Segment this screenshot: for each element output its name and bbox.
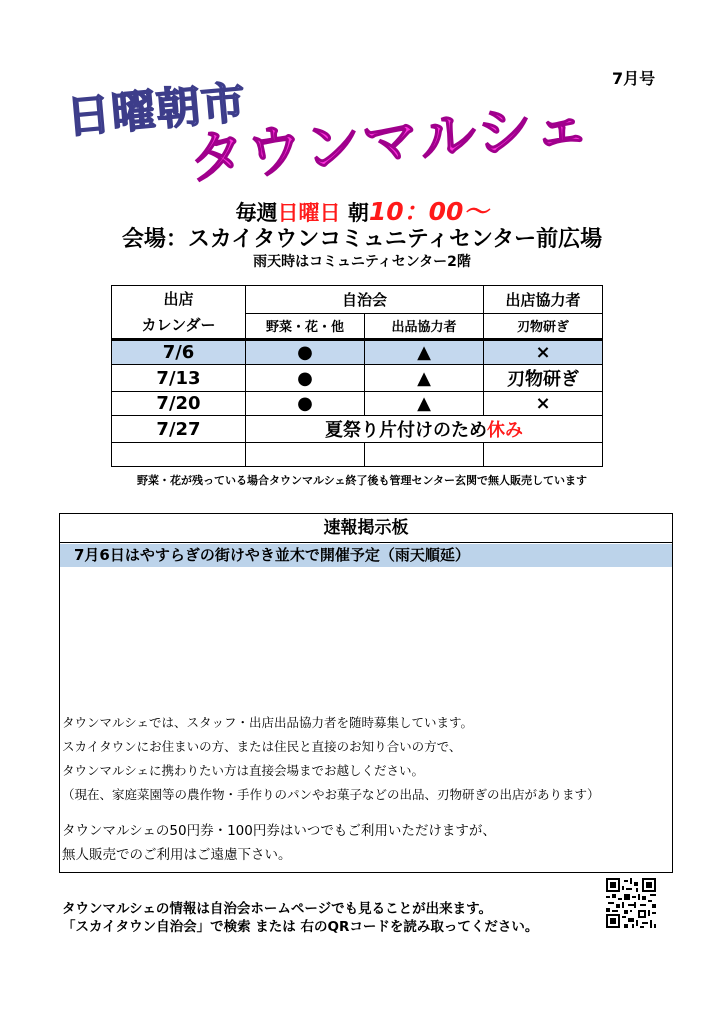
schedule-time: 10：00～: [368, 197, 489, 226]
holiday-cell: [246, 416, 603, 443]
holiday-text: 夏祭り片付けのため: [325, 420, 487, 441]
schedule-prefix: 毎週: [235, 201, 278, 225]
empty-cell: [112, 443, 246, 467]
title-town-marche: タウンマルシェ: [186, 92, 594, 193]
bulletin-board: [59, 513, 673, 873]
board-ticket-text: [62, 819, 496, 867]
calendar-table: [111, 285, 603, 467]
board-highlight: 7月6日はやすらぎの街けやき並木で開催予定（雨天順延）: [60, 544, 672, 567]
empty-cell: [365, 443, 484, 467]
table-row: [112, 365, 603, 392]
venue-line: 会場：スカイタウンコミュニティセンター前広場: [121, 227, 603, 252]
footer-info: [62, 900, 538, 936]
table-row: [112, 340, 603, 365]
subheader-yasai: 野菜・花・他: [246, 313, 365, 339]
header-calendar: [112, 286, 246, 340]
date-cell: 7/13: [112, 365, 246, 392]
date-cell: 7/6: [112, 340, 246, 365]
shuppin-cell: ▲: [365, 340, 484, 365]
header-jichikai: 自治会: [246, 286, 484, 314]
board-line: （現在、家庭菜園等の農作物・手作りのパンやお菓子などの出品、刃物研ぎの出店があります）: [62, 787, 600, 802]
empty-cell: [484, 443, 603, 467]
header-calendar-line2: カレンダー: [141, 316, 216, 334]
shuppin-cell: ▲: [365, 365, 484, 392]
board-recruit-text: [62, 711, 600, 807]
footer-line: 「スカイタウン自治会」で検索 または 右のQRコードを読み取ってください。: [62, 919, 539, 935]
date-cell: 7/20: [112, 392, 246, 416]
schedule-day: 日曜日: [277, 201, 341, 225]
table-row: [112, 392, 603, 416]
board-title: 速報掲示板: [60, 514, 672, 543]
yasai-cell: ●: [246, 340, 365, 365]
rain-note: 雨天時はコミュニティセンター2階: [253, 254, 471, 270]
hamono-cell: 刃物研ぎ: [484, 365, 603, 392]
subheader-shuppin: 出品協力者: [365, 313, 484, 339]
holiday-closed: 休み: [487, 420, 523, 441]
board-line: タウンマルシェに携わりたい方は直接会場までお越しください。: [62, 763, 424, 778]
board-line: タウンマルシェでは、スタッフ・出店出品協力者を随時募集しています。: [62, 715, 473, 730]
shuppin-cell: ▲: [365, 392, 484, 416]
yasai-cell: ●: [246, 392, 365, 416]
subheader-hamono: 刃物研ぎ: [484, 313, 603, 339]
board-line: 無人販売でのご利用はご遠慮下さい。: [62, 847, 292, 863]
date-cell: 7/27: [112, 416, 246, 443]
hamono-cell: ×: [484, 340, 603, 365]
unmanned-sales-note: 野菜・花が残っている場合タウンマルシェ終了後も管理センター玄関で無人販売しています: [136, 474, 588, 487]
footer-line: タウンマルシェの情報は自治会ホームページでも見ることが出来ます。: [62, 901, 493, 917]
empty-cell: [246, 443, 365, 467]
table-row: [112, 416, 603, 443]
board-line: スカイタウンにお住まいの方、または住民と直接のお知り合いの方で、: [62, 739, 462, 754]
hamono-cell: ×: [484, 392, 603, 416]
table-row-empty: [112, 443, 603, 467]
qr-code-icon[interactable]: [606, 878, 656, 928]
header-calendar-line1: 出店: [163, 290, 194, 308]
board-line: タウンマルシェの50円券・100円券はいつでもご利用いただけますが、: [62, 823, 496, 839]
header-kyoryoku: 出店協力者: [484, 286, 603, 314]
issue-label: 7月号: [612, 69, 656, 88]
yasai-cell: ●: [246, 365, 365, 392]
schedule-morning: 朝: [340, 201, 369, 225]
title-sunday-market: 日曜朝市: [64, 77, 249, 144]
